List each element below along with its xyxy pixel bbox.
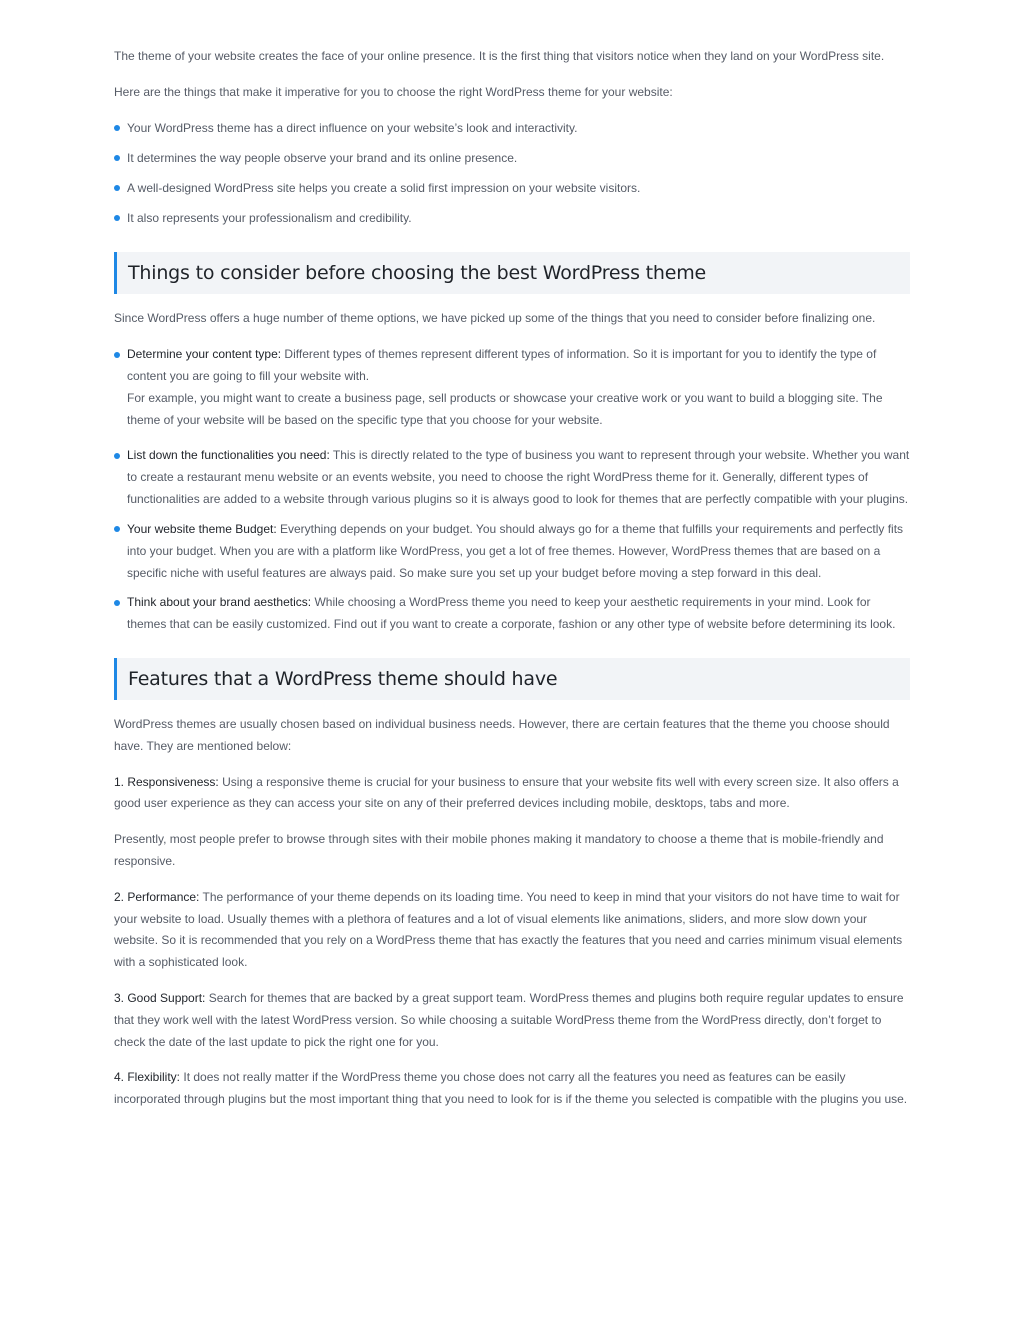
list-item bbox=[114, 592, 910, 636]
item-text: This is directly related to the type of business you want to represent through your website. Whether you want to create a restaurant menu website or an events website, you need to choose the right WordPress theme for it. Generally, different types of functionalities are added to a website through various plugins so it is always good to look for themes that are perfectly compatible with your plugins. bbox=[127, 448, 910, 506]
feature-flexibility bbox=[114, 1067, 910, 1111]
item-label: Determine your content type: bbox=[127, 347, 282, 362]
section-heading-features bbox=[114, 658, 910, 700]
section-heading-consider bbox=[114, 252, 910, 294]
intro-paragraph-1: The theme of your website creates the face of your online presence. It is the first thing that visitors notice when they land on your WordPress site. bbox=[114, 49, 885, 63]
article-body bbox=[114, 0, 910, 1111]
section-title: Things to consider before choosing the best WordPress theme bbox=[128, 262, 707, 285]
list-item: It also represents your professionalism and credibility. bbox=[114, 208, 910, 230]
feature-support bbox=[114, 988, 910, 1053]
intro-paragraph-2: Here are the things that make it imperative for you to choose the right WordPress theme for your website: bbox=[114, 84, 673, 99]
list-item bbox=[114, 445, 910, 510]
section-title: Features that a WordPress theme should have bbox=[128, 668, 558, 691]
item-text: Different types of themes represent different types of information. So it is important for you to identify the type of content you are going to fill your website with. bbox=[127, 347, 877, 383]
item-label: Your website theme Budget: bbox=[127, 521, 277, 536]
item-label: Think about your brand aesthetics: bbox=[127, 595, 312, 610]
item-text: Everything depends on your budget. You should always go for a theme that fulfills your requirements and perfectly fits into your budget. When you are with a platform like WordPress, you get a lot of free themes. However, WordPress themes that are based on a specific niche with useful features are always paid. So make sure you set up your budget before moving a step forward in this deal. bbox=[127, 521, 904, 580]
list-item bbox=[114, 519, 910, 584]
feature-label: 1. Responsiveness: bbox=[114, 774, 219, 789]
list-item: Your WordPress theme has a direct influence on your website’s look and interactivity. bbox=[114, 118, 910, 140]
consider-list bbox=[114, 344, 910, 636]
intro-bullet-list bbox=[114, 118, 910, 230]
section-intro: WordPress themes are usually chosen based on individual business needs. However, there are certain features that the theme you choose should have. They are mentioned below: bbox=[114, 717, 890, 753]
feature-text: Using a responsive theme is crucial for your business to ensure that your website fits well with every screen size. It also offers a good user experience as they can access your site on any of their preferred devices including mobile, desktops, tabs and more. bbox=[114, 774, 899, 811]
feature-text: The performance of your theme depends on its loading time. You need to keep in mind that your visitors do not have time to wait for your website to load. Usually themes with a plethora of features and a lot of visual elements like animations, sliders, and more slow down your website. So it is recommended that you rely on a WordPress theme that has exactly the features that you need and carries minimum visual elements with a sophisticated look. bbox=[114, 889, 903, 970]
feature-performance bbox=[114, 887, 910, 974]
feature-label: 2. Performance: bbox=[114, 889, 200, 904]
list-item: A well-designed WordPress site helps you create a solid first impression on your website visitors. bbox=[114, 178, 910, 200]
list-item: It determines the way people observe your brand and its online presence. bbox=[114, 148, 910, 170]
item-label: List down the functionalities you need: bbox=[127, 448, 330, 463]
feature-text: Search for themes that are backed by a great support team. WordPress themes and plugins both require regular updates to ensure that they work well with the latest WordPress version. So while choosing a suitable WordPress theme from the WordPress directly, don’t forget to check the date of the last update to pick the right one for you. bbox=[114, 991, 904, 1049]
item-text: While choosing a WordPress theme you need to keep your aesthetic requirements in your mind. Look for themes that can be easily customized. Find out if you want to create a corporate, fashion or any other type of website before determining its look. bbox=[127, 595, 896, 632]
feature-label: 4. Flexibility: bbox=[114, 1070, 181, 1085]
section-intro: Since WordPress offers a huge number of theme options, we have picked up some of the things that you need to consider before finalizing one. bbox=[114, 311, 876, 326]
list-item bbox=[114, 344, 910, 431]
feature-responsiveness-note: Presently, most people prefer to browse through sites with their mobile phones making it mandatory to choose a theme that is mobile-friendly and responsive. bbox=[114, 832, 884, 869]
feature-label: 3. Good Support: bbox=[114, 991, 206, 1006]
feature-responsiveness bbox=[114, 772, 910, 816]
feature-text: It does not really matter if the WordPress theme you chose does not carry all the features you need as features can be easily incorporated through plugins but the most important thing that you need to look for is if the theme you selected is compatible with the plugins you use. bbox=[114, 1070, 908, 1107]
item-extra: For example, you might want to create a business page, sell products or showcase your creative work or you want to build a blogging site. The theme of your website will be based on the specific type that you choose for your website. bbox=[127, 390, 883, 427]
